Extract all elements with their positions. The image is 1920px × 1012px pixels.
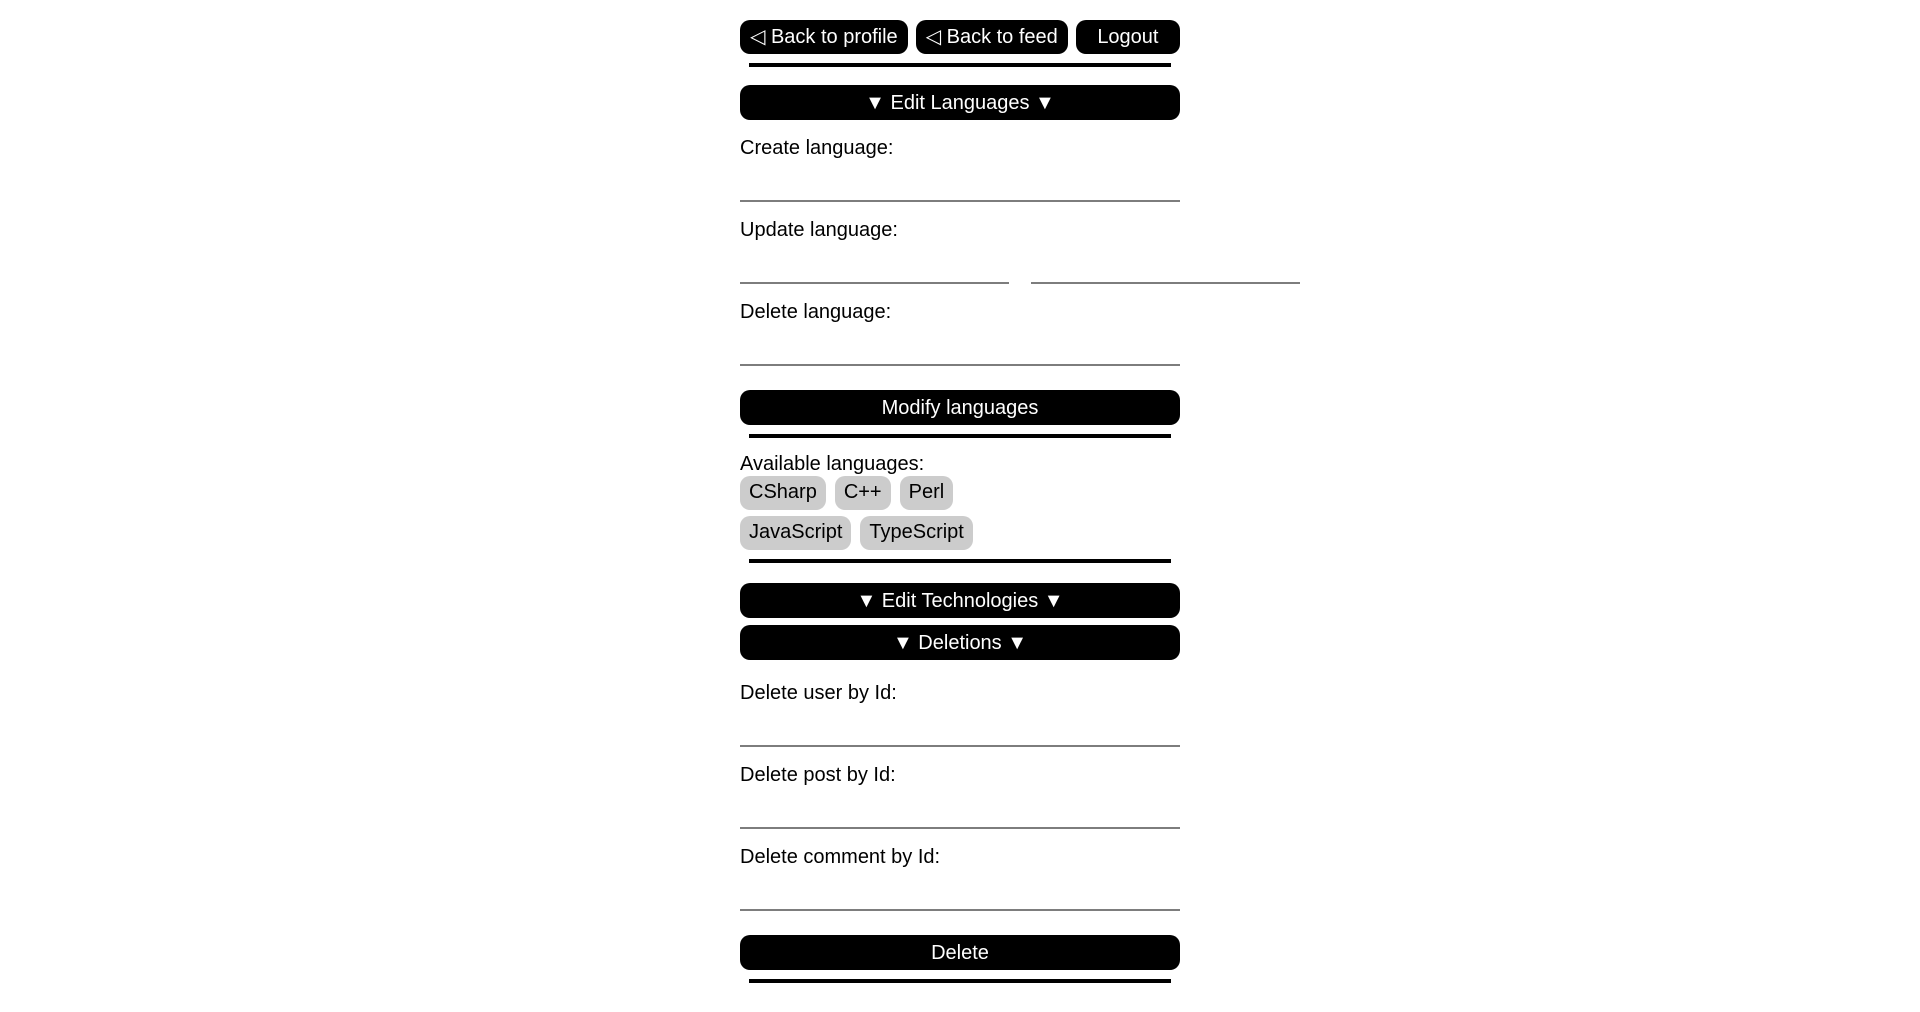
top-nav-row — [740, 20, 1180, 54]
create-language-input[interactable] — [740, 168, 1180, 202]
delete-comment-input[interactable] — [740, 877, 1180, 911]
section-divider — [749, 63, 1171, 67]
update-language-inputs-row — [740, 242, 1180, 284]
language-chip-typescript[interactable]: TypeScript — [860, 516, 972, 550]
language-chip-perl[interactable]: Perl — [900, 476, 954, 510]
update-language-old-input[interactable] — [740, 250, 1009, 284]
section-divider — [749, 979, 1171, 983]
admin-panel-column — [740, 0, 1180, 983]
language-chip-javascript[interactable]: JavaScript — [740, 516, 851, 550]
update-language-label: Update language: — [740, 219, 898, 241]
deletions-toggle[interactable]: ▼ Deletions ▼ — [740, 625, 1180, 660]
delete-user-input[interactable] — [740, 713, 1180, 747]
create-language-label: Create language: — [740, 137, 894, 159]
available-languages-list — [740, 476, 1180, 550]
update-language-new-input[interactable] — [1031, 250, 1300, 284]
delete-user-label: Delete user by Id: — [740, 682, 897, 704]
back-to-feed-button[interactable]: ◁ Back to feed — [916, 20, 1068, 54]
edit-technologies-toggle[interactable]: ▼ Edit Technologies ▼ — [740, 583, 1180, 618]
language-chip-cpp[interactable]: C++ — [835, 476, 891, 510]
delete-language-input[interactable] — [740, 332, 1180, 366]
logout-button[interactable]: Logout — [1076, 20, 1180, 54]
modify-languages-button[interactable]: Modify languages — [740, 390, 1180, 425]
delete-post-input[interactable] — [740, 795, 1180, 829]
delete-post-label: Delete post by Id: — [740, 764, 896, 786]
delete-language-label: Delete language: — [740, 301, 892, 323]
delete-comment-label: Delete comment by Id: — [740, 846, 941, 868]
section-divider — [749, 434, 1171, 438]
edit-languages-toggle[interactable]: ▼ Edit Languages ▼ — [740, 85, 1180, 120]
section-divider — [749, 559, 1171, 563]
back-to-profile-button[interactable]: ◁ Back to profile — [740, 20, 908, 54]
language-chip-csharp[interactable]: CSharp — [740, 476, 826, 510]
delete-submit-button[interactable]: Delete — [740, 935, 1180, 970]
available-languages-label: Available languages: — [740, 453, 925, 475]
